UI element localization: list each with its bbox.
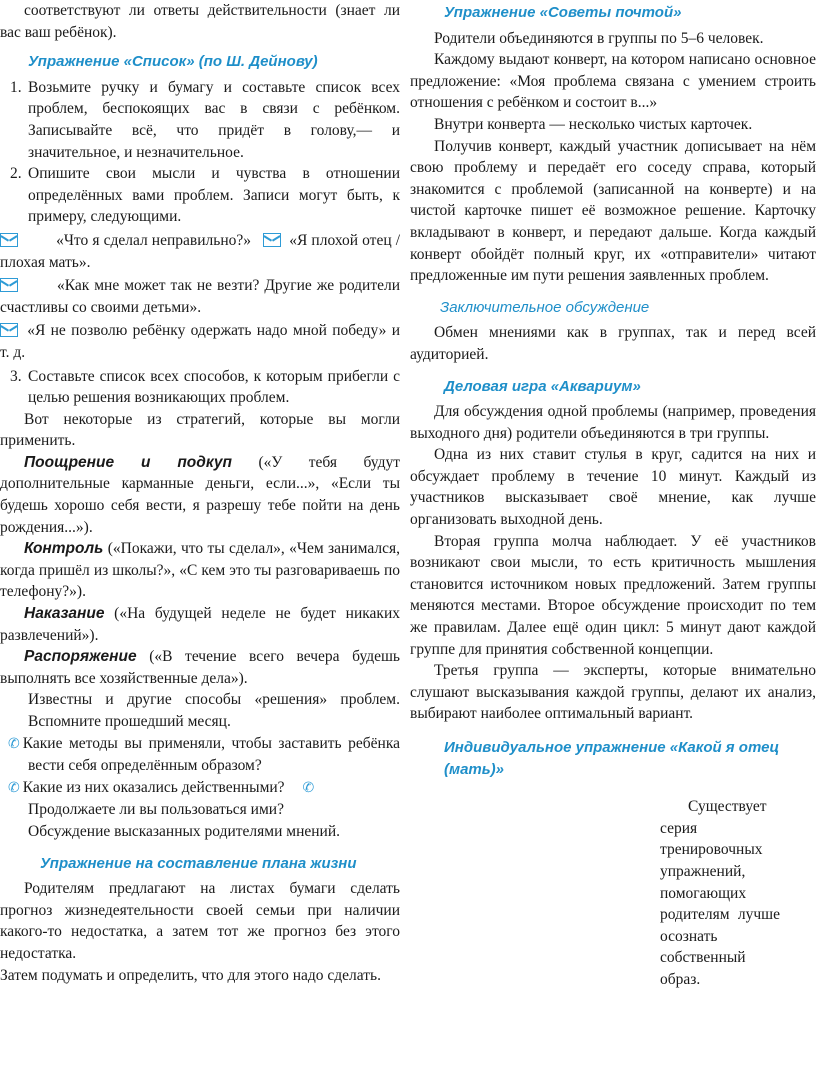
quote-line — [0, 320, 400, 363]
strategy-keyword: Распоряжение — [24, 648, 137, 666]
list-item — [0, 77, 400, 163]
list-item-text: Опишите свои мысли и чувства в отношении определённых вами проблем. Записи могут быть, к примеру, следующими. — [28, 165, 400, 226]
strategy-keyword: Наказание — [24, 605, 105, 623]
heading-mail-advice: Упражнение «Советы почтой» — [444, 4, 682, 21]
phone-symbol-icon: ✆ — [8, 735, 20, 752]
strategies-intro: Вот некоторые из стратегий, которые вы могли применить. — [0, 410, 400, 450]
quote-text: «Я плохой отец / плохая мать». — [0, 231, 401, 271]
list-item-number: 3. — [10, 367, 22, 385]
exercise-steps — [0, 77, 400, 228]
quote-text: «Как мне может так не везти? Другие же родители счастливы со своими детьми». — [0, 277, 401, 316]
list-item-number: 1. — [10, 78, 22, 96]
individual-text: Существует серия тренировочных упражнений, помогающих родителям лучше осознать собственный образ. — [660, 798, 780, 988]
question-text: Какие из них оказались действенными? — [22, 778, 285, 796]
exercise-steps-continued — [0, 366, 400, 409]
quote-text: «Я не позволю ребёнку одержать надо мной победу» и т. д. — [0, 322, 400, 361]
left-column — [0, 0, 400, 986]
aquarium-paragraph: Для обсуждения одной проблемы (например, проведения выходного дня) родители объединяются в три группы. — [410, 403, 816, 442]
aquarium-paragraph: Вторая группа молча наблюдает. У её участников возникают свои мысли, то есть критичность мышления становится источником новых предложений. Затем группы меняются местами. Второе обсуждение происходит по тем же правилам. Далее ещё один цикл: 5 минут дают каждой группе для принятия собственной концепции. — [410, 532, 816, 658]
mail-paragraph: Внутри конверта — несколько чистых карточек. — [434, 115, 753, 133]
list-item-number: 2. — [10, 165, 22, 183]
strategy-text: («На будущей неделе не будет никаких развлечений»). — [0, 605, 400, 644]
plan-paragraph: Родителям предлагают на листах бумаги сделать прогноз жизнедеятельности своей семьи при наличии какого-то недостатка, а затем тот же прогноз без этого недостатка. — [0, 880, 400, 962]
strategy-item — [0, 646, 400, 689]
quote-line — [0, 275, 400, 318]
right-column — [410, 0, 816, 991]
envelope-icon — [0, 278, 18, 292]
strategy-text: («В течение всего вечера будешь выполнять все хозяйственные дела»). — [0, 648, 400, 687]
other-methods: Известны и другие способы «решения» проблем. Вспомните прошедший месяц. — [28, 691, 400, 730]
heading-final-discussion: Заключительное обсуждение — [440, 298, 650, 316]
strategy-text: («Покажи, что ты сделал», «Чем занимался, когда пришёл из школы?», «С кем это ты разговариваешь по телефону?»). — [0, 540, 400, 601]
envelope-icon — [0, 323, 18, 337]
list-item-text: Составьте список всех способов, к которым прибегли с целью решения возникающих проблем. — [28, 367, 400, 407]
strategy-keyword: Контроль — [24, 540, 104, 558]
envelope-icon — [0, 233, 18, 247]
strategy-item — [0, 452, 400, 538]
aquarium-paragraph: Третья группа — эксперты, которые внимательно слушают высказывания каждой группы, делают их анализ, выбирают наиболее оптимальный вариант. — [410, 662, 816, 723]
mail-paragraph: Каждому выдают конверт, на котором написано основное предложение: «Моя проблема связана с умением строить отношения с ребёнком и состоит в...» — [410, 51, 816, 112]
phone-symbol-icon: ✆ — [8, 779, 20, 796]
question-line — [0, 777, 400, 800]
question-line — [0, 733, 400, 777]
discussion-line: Обсуждение высказанных родителями мнений. — [28, 822, 341, 840]
phone-symbol-icon: ✆ — [302, 779, 315, 796]
strategy-item — [0, 538, 400, 603]
strategy-keyword: Поощрение и подкуп — [24, 453, 232, 471]
quote-line — [0, 230, 400, 273]
mail-paragraph: Родители объединяются в группы по 5–6 человек. — [434, 29, 764, 47]
individual-paragraph — [410, 796, 816, 990]
mail-paragraph: Получив конверт, каждый участник дописывает на нём свою проблему и передаёт его соседу справа, который знакомится с проблемой (записанной на конверте) и на чистой карточке пишет её возможное решение. Карточку вкладывают в конверт, и передают дальше. Когда каждый конверт обойдёт полный круг, их «отправители» читают предложенные им пути решения заявленных проблем. — [410, 137, 816, 285]
heading-list-exercise: Упражнение «Список» (по Ш. Дейнову) — [28, 53, 318, 71]
strategy-text: («У тебя будут дополнительные карманные деньги, если...», «Если ты будешь хорошо себя вести, я разрешу тебе пойти на день рождения...»). — [0, 453, 400, 536]
quote-text: «Что я сделал неправильно?» — [56, 231, 252, 249]
list-item — [0, 366, 400, 409]
question-text: Какие методы вы применяли, чтобы заставить ребёнка вести себя определённым образом? — [22, 734, 400, 775]
aquarium-paragraph: Одна из них ставит стулья в круг, садится на них и обсуждает проблему в течение 10 минут. Каждый из участников высказывает своё мнение, как лучше организовать выходной день. — [410, 446, 816, 529]
envelope-icon — [263, 233, 281, 247]
list-item — [0, 163, 400, 228]
strategy-item — [0, 603, 400, 646]
final-paragraph: Обмен мнениями как в группах, так и перед всей аудиторией. — [410, 324, 816, 363]
intro-continuation: соответствуют ли ответы действительности (знает ли вас ваш ребёнок). — [0, 2, 400, 41]
plan-paragraph: Затем подумать и определить, что для этого надо сделать. — [0, 966, 381, 984]
heading-aquarium-game: Деловая игра «Аквариум» — [444, 377, 641, 395]
list-item-text: Возьмите ручку и бумагу и составьте список всех проблем, беспокоящих вас в связи с ребёнком. Записывайте всё, что придёт в голову,— и значительное, и незначительное. — [28, 78, 400, 161]
question-line: Продолжаете ли вы пользоваться ими? — [28, 801, 284, 819]
heading-individual-exercise: Индивидуальное упражнение «Какой я отец (мать)» — [444, 739, 780, 778]
heading-life-plan: Упражнение на составление плана жизни — [40, 854, 357, 872]
